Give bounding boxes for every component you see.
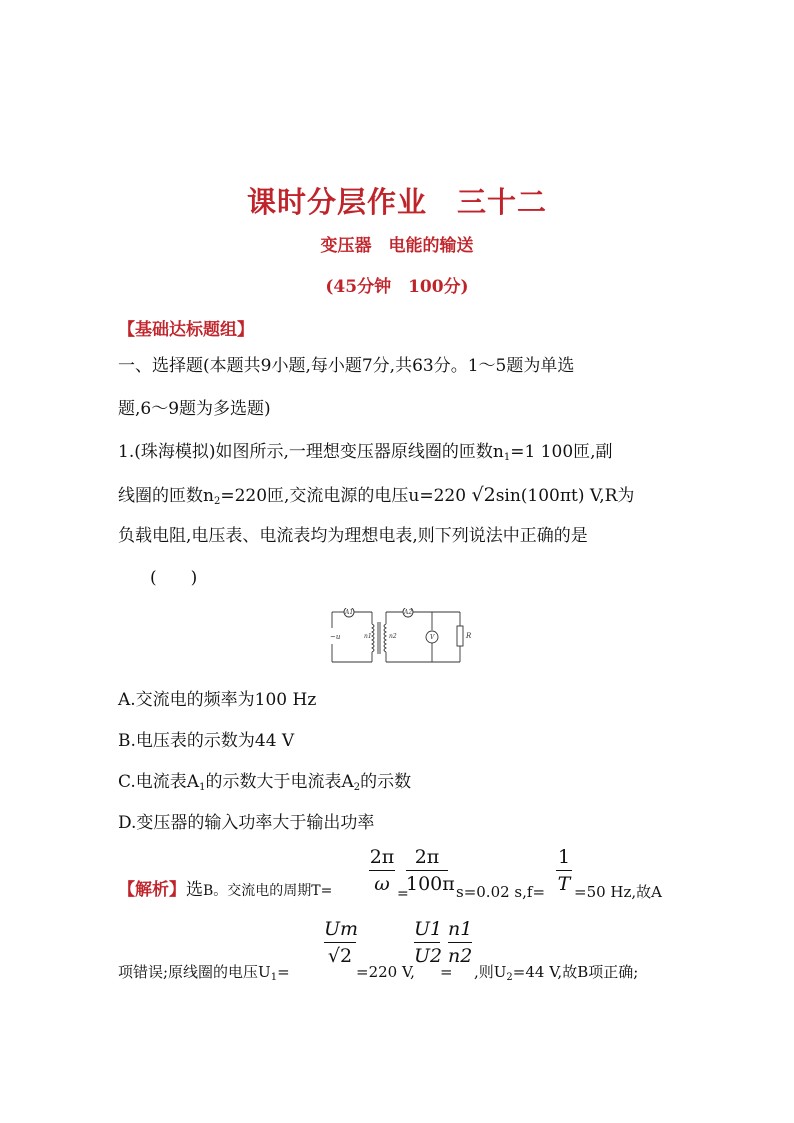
an-l2a: 项错误;原线圈的电压U (118, 963, 271, 981)
frac-num: Um (324, 918, 359, 940)
fraction-u1-u2 (414, 918, 443, 967)
analysis-line1 (118, 878, 332, 903)
frac-num: 2π (369, 846, 395, 868)
frac-den: U2 (414, 945, 443, 967)
q-l1a: 1.(珠海模拟)如图所示,一理想变压器原线圈的匝数n (118, 442, 504, 462)
opt-c-c: 的示数 (360, 772, 412, 792)
an-l2b: =220 V, (356, 963, 415, 981)
page-title: 课时分层作业 三十二 (246, 185, 547, 219)
label-n1: n1 (364, 633, 372, 640)
option-b: B.电压表的示数为44 V (118, 731, 295, 751)
time-score: (45分钟 100分) (325, 277, 469, 297)
question-line3: 负载电阻,电压表、电流表均为理想电表,则下列说法中正确的是 (118, 526, 588, 546)
q-l2c: sin(100πt) V,R为 (495, 486, 635, 506)
an-eq: = (397, 886, 409, 902)
opt-c-b: 的示数大于电流表A (205, 772, 354, 792)
an-l2d: =44 V,故B项正确; (512, 963, 639, 981)
secondary-coil-icon (384, 624, 386, 652)
question-line2 (118, 483, 634, 514)
q-l2b: =220匝,交流电源的电压u=220 (220, 486, 467, 506)
primary-coil-icon (372, 624, 374, 652)
label-u: ~u (330, 633, 341, 641)
an-l2eq2: = (440, 963, 453, 981)
label-a2: A2 (404, 609, 413, 616)
label-v: V (430, 634, 435, 641)
fraction-n1-n2 (448, 918, 472, 967)
an-l2sub1: 1 (270, 972, 278, 983)
fraction-2pi-omega (369, 846, 395, 895)
q-l1b: =1 100匝,副 (510, 442, 613, 462)
frac-num: U1 (414, 918, 443, 940)
fraction-2pi-100pi (406, 846, 455, 895)
frac-den: √2 (327, 945, 353, 967)
frac-den: T (557, 873, 571, 895)
part1-line2: 题,6～9题为多选题) (118, 399, 271, 419)
frac-num: 1 (557, 846, 571, 868)
an-l1c: s=0.02 s,f= (456, 883, 546, 901)
part1-line1: 一、选择题(本题共9小题,每小题7分,共63分。1～5题为单选 (118, 356, 575, 376)
analysis-line2-tail (474, 960, 638, 990)
opt-c-sub1: 1 (199, 782, 206, 793)
an-l1b: B。交流电的周期 (203, 883, 312, 899)
label-r: R (466, 632, 472, 640)
option-c (118, 770, 411, 800)
opt-c-a: C.电流表A (118, 772, 200, 792)
frac-den: ω (374, 873, 390, 895)
an-l1a: 选 (186, 880, 203, 900)
resistor-icon (457, 626, 463, 646)
answer-blank: ( ) (150, 568, 198, 588)
frac-den: n2 (448, 945, 473, 967)
an-l1T: T= (311, 883, 333, 899)
analysis-line2 (118, 960, 290, 990)
analysis-tag: 【解析】 (118, 880, 186, 900)
fraction-1-T (556, 846, 572, 895)
option-d: D.变压器的输入功率大于输出功率 (118, 813, 375, 833)
an-l2c: ,则U (474, 963, 507, 981)
q-l1sub: 1 (503, 452, 511, 463)
circuit-diagram (330, 608, 480, 666)
frac-num: 2π (414, 846, 440, 868)
an-l2sub2: 2 (506, 972, 513, 983)
frac-den: 100π (406, 873, 455, 895)
page-subtitle: 变压器 电能的输送 (320, 236, 474, 256)
an-l2eq: = (277, 963, 290, 981)
q-l2a: 线圈的匝数n (118, 486, 214, 506)
q-sqrt: √2 (471, 484, 496, 506)
frac-num: n1 (448, 918, 473, 940)
section-heading: 【基础达标题组】 (118, 320, 254, 340)
question-line1 (118, 440, 613, 470)
q-l2sub: 2 (213, 496, 221, 507)
opt-c-sub2: 2 (353, 782, 361, 793)
fraction-um-sqrt2 (324, 918, 359, 967)
label-n2: n2 (389, 633, 397, 640)
an-l1d: =50 Hz,故A (574, 883, 663, 901)
label-a1: A1 (345, 609, 354, 616)
option-a: A.交流电的频率为100 Hz (118, 690, 317, 710)
